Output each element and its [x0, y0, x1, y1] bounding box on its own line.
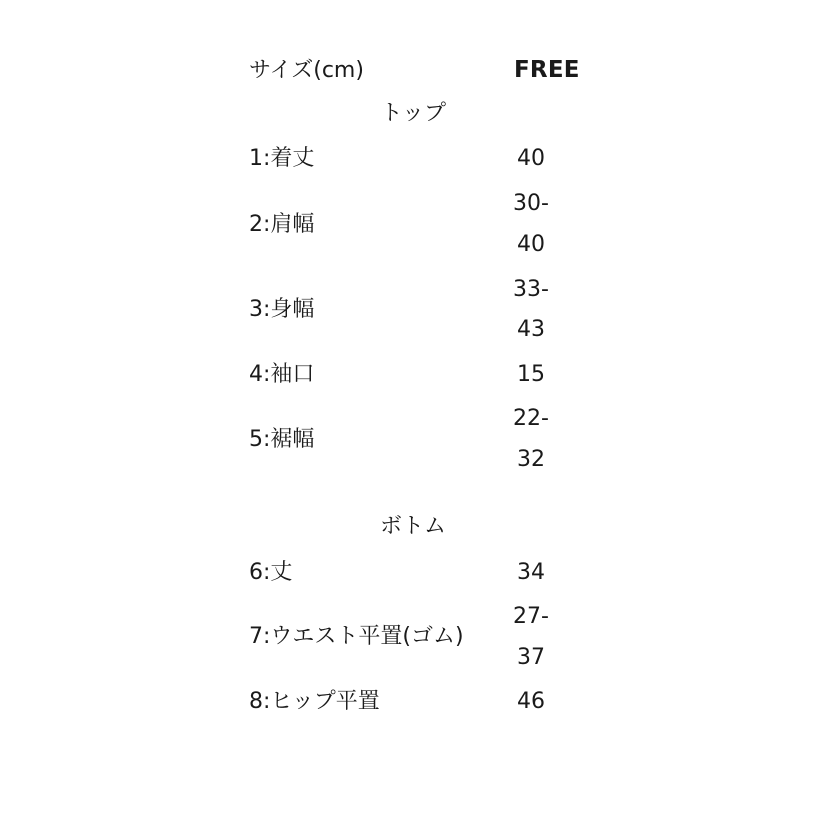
- row-label: 8:ヒップ平置: [249, 689, 380, 714]
- size-table: サイズ(cm) FREE トップ 1:着丈 40 2:肩幅 30- 40 3:身幅 33- 43 4:袖口 15 5:裾幅 22- 32 ボトム 6:丈 34 7:ウエスト平置(ゴム) 27- 37 8:ヒップ平置 46: [246, 0, 606, 830]
- size-free-header: FREE: [514, 57, 580, 83]
- row-label: 7:ウエスト平置(ゴム): [249, 624, 464, 649]
- row-label: 2:肩幅: [249, 212, 315, 237]
- row-label: 1:着丈: [249, 146, 315, 171]
- size-unit-header: サイズ(cm): [249, 58, 364, 83]
- row-label: 6:丈: [249, 560, 293, 585]
- row-label: 3:身幅: [249, 297, 315, 322]
- section-title-bottom: ボトム: [379, 514, 446, 539]
- row-label: 4:袖口: [249, 362, 315, 387]
- section-title-top: トップ: [380, 101, 446, 126]
- row-label: 5:裾幅: [249, 427, 315, 452]
